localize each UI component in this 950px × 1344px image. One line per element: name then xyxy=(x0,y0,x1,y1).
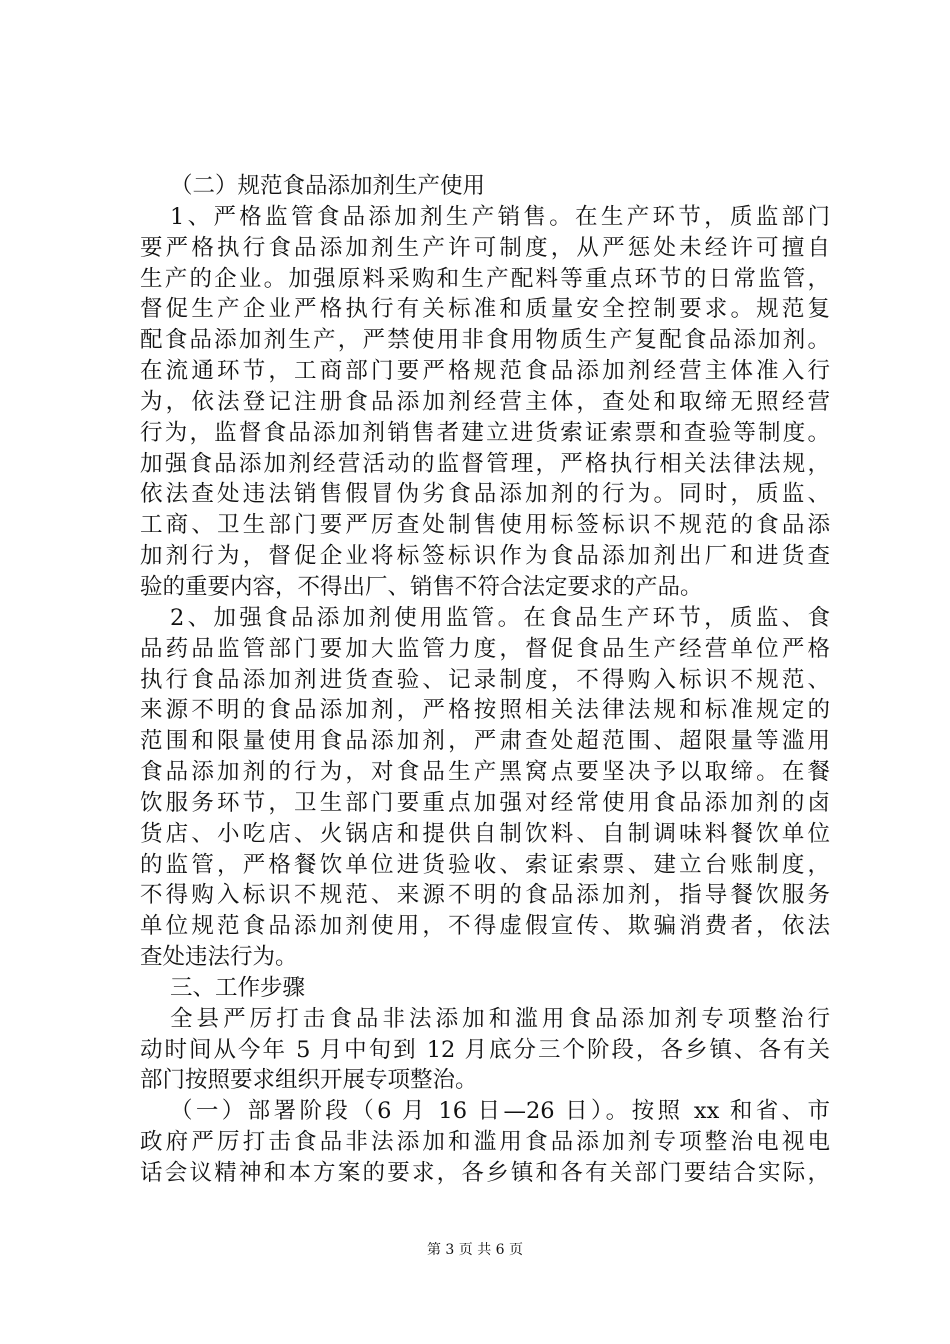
text-line: 生产的企业。加强原料采购和生产配料等重点环节的日常监管， xyxy=(140,265,830,292)
text-line: 货店、小吃店、火锅店和提供自制饮料、自制调味料餐饮单位 xyxy=(140,820,830,847)
text-line: 查处违法行为。 xyxy=(140,944,298,971)
text-line: 为，依法登记注册食品添加剂经营主体，查处和取缔无照经营 xyxy=(140,388,830,415)
text-line: 行为，监督食品添加剂销售者建立进货索证索票和查验等制度。 xyxy=(140,419,830,446)
text-line: 不得购入标识不规范、来源不明的食品添加剂，指导餐饮服务 xyxy=(140,882,830,909)
text-line: 食品添加剂的行为，对食品生产黑窝点要坚决予以取缔。在餐 xyxy=(140,759,830,786)
text-line: 品药品监管部门要加大监管力度，督促食品生产经营单位严格 xyxy=(140,635,830,662)
text-line: 依法查处违法销售假冒伪劣食品添加剂的行为。同时，质监、 xyxy=(140,481,830,508)
text-line: 话会议精神和本方案的要求，各乡镇和各有关部门要结合实际， xyxy=(140,1160,830,1186)
text-line: 2、加强食品添加剂使用监管。在食品生产环节，质监、食 xyxy=(170,604,830,631)
text-line: 工商、卫生部门要严厉查处制售使用标签标识不规范的食品添 xyxy=(140,512,830,539)
text-line: 执行食品添加剂进货查验、记录制度，不得购入标识不规范、 xyxy=(140,666,830,693)
text-line: 饮服务环节，卫生部门要重点加强对经常使用食品添加剂的卤 xyxy=(140,789,830,816)
text-line: 三、工作步骤 xyxy=(170,974,306,1001)
text-line: （二）规范食品添加剂生产使用 xyxy=(170,173,486,199)
text-line: 来源不明的食品添加剂，严格按照相关法律法规和标准规定的 xyxy=(140,697,830,724)
text-line: 加剂行为，督促企业将标签标识作为食品添加剂出厂和进货查 xyxy=(140,543,830,570)
text-line: （一）部署阶段（6 月 16 日—26 日）。按照 xx 和省、市 xyxy=(170,1098,830,1125)
text-line: 加强食品添加剂经营活动的监督管理，严格执行相关法律法规， xyxy=(140,450,830,477)
text-line: 验的重要内容，不得出厂、销售不符合法定要求的产品。 xyxy=(140,573,703,600)
text-line: 全县严厉打击食品非法添加和滥用食品添加剂专项整治行 xyxy=(170,1005,830,1032)
text-line: 的监管，严格餐饮单位进货验收、索证索票、建立台账制度， xyxy=(140,851,830,878)
text-line: 单位规范食品添加剂使用，不得虚假宣传、欺骗消费者，依法 xyxy=(140,913,830,940)
text-line: 1、严格监管食品添加剂生产销售。在生产环节，质监部门 xyxy=(170,203,830,230)
text-line: 督促生产企业严格执行有关标准和质量安全控制要求。规范复 xyxy=(140,296,830,323)
text-line: 配食品添加剂生产，严禁使用非食用物质生产复配食品添加剂。 xyxy=(140,327,830,354)
document-body xyxy=(140,171,830,1189)
text-line: 政府严厉打击食品非法添加和滥用食品添加剂专项整治电视电 xyxy=(140,1129,830,1156)
text-line: 动时间从今年 5 月中旬到 12 月底分三个阶段，各乡镇、各有关 xyxy=(140,1036,830,1063)
text-line: 部门按照要求组织开展专项整治。 xyxy=(140,1067,478,1094)
text-line: 在流通环节，工商部门要严格规范食品添加剂经营主体准入行 xyxy=(140,358,830,385)
text-line: 范围和限量使用食品添加剂，严肃查处超范围、超限量等滥用 xyxy=(140,728,830,755)
text-line: 要严格执行食品添加剂生产许可制度，从严惩处未经许可擅自 xyxy=(140,234,830,261)
page-footer: 第 3 页 共 6 页 xyxy=(426,1242,524,1258)
